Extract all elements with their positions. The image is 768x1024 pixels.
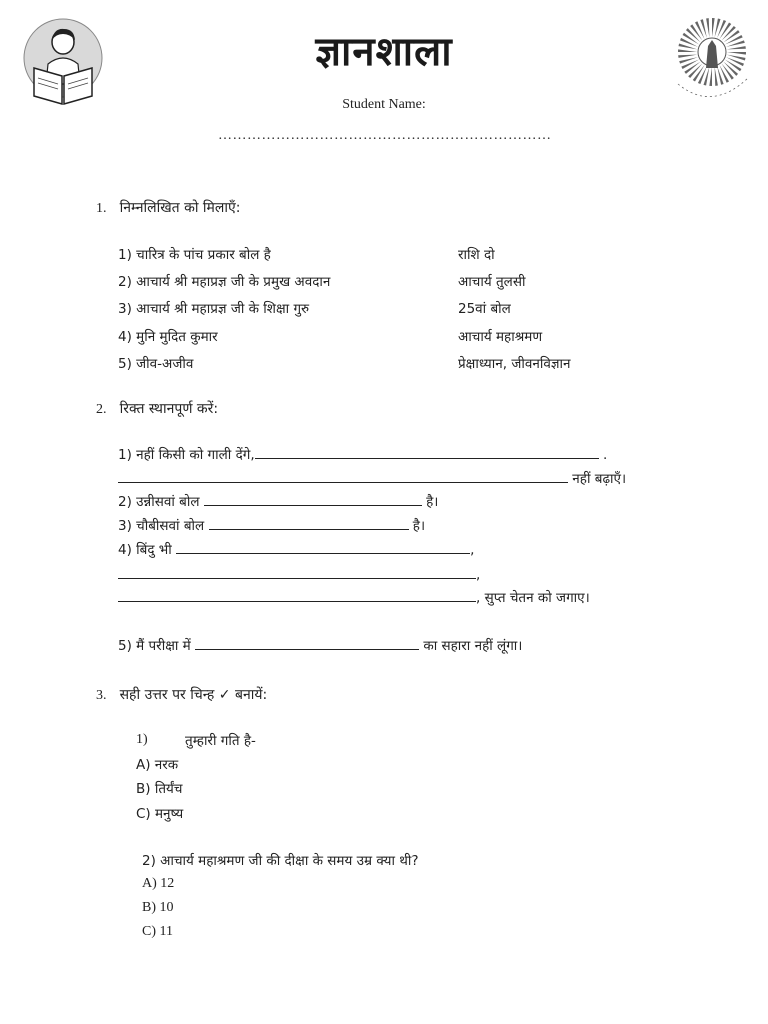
match-left-1: 1) चारित्र के पांच प्रकार बोल है	[118, 247, 271, 263]
q3-heading-text: सही उत्तर पर चिन्ह ✓ बनायें:	[119, 687, 268, 703]
fill-3-text: 2) उन्नीसवां बोल	[118, 494, 200, 510]
q2-number: 2.	[96, 402, 107, 417]
fill-5-text: 4) बिंदु भी	[118, 542, 172, 558]
match-right-5: प्रेक्षाध्यान, जीवनविज्ञान	[458, 356, 571, 372]
q2-heading-text: रिक्त स्थानपूर्ण करें:	[119, 401, 219, 417]
fill-4-end: है।	[412, 518, 426, 534]
page-title: ज्ञानशाला	[315, 29, 453, 75]
student-name-field[interactable]: ……………………………………………………………	[218, 128, 552, 143]
fill-line-7	[118, 588, 590, 606]
fill-line-8	[118, 636, 522, 654]
fill-2-end: नहीं बढ़ाएँ।	[572, 471, 627, 487]
fill-blank-2[interactable]	[118, 470, 568, 483]
mcq1-option-c[interactable]: C) मनुष्य	[136, 806, 184, 822]
fill-blank-8[interactable]	[195, 637, 419, 650]
mcq1-question: तुम्हारी गति है-	[185, 733, 256, 749]
fill-line-2	[118, 469, 626, 487]
fill-8-end: का सहारा नहीं लूंगा।	[423, 638, 523, 654]
fill-line-4	[118, 516, 425, 534]
q3-heading	[96, 684, 267, 704]
fill-blank-5[interactable]	[176, 541, 470, 554]
fill-6-end: ,	[476, 567, 481, 583]
match-right-3: 25वां बोल	[458, 301, 511, 317]
fill-line-3	[118, 492, 438, 510]
fill-1-end: .	[602, 447, 608, 463]
match-right-1: राशि दो	[458, 247, 495, 263]
fill-8-text: 5) मैं परीक्षा में	[118, 638, 191, 654]
q1-heading-text: निम्नलिखित को मिलाएँ:	[119, 200, 241, 216]
match-left-3: 3) आचार्य श्री महाप्रज्ञ जी के शिक्षा गुरु	[118, 301, 310, 317]
match-left-2: 2) आचार्य श्री महाप्रज्ञ जी के प्रमुख अवदान	[118, 274, 331, 290]
fill-3-end: है।	[426, 494, 439, 510]
mcq1-option-a[interactable]: A) नरक	[136, 757, 179, 773]
fill-line-1	[118, 445, 607, 463]
mcq2-option-a[interactable]: A) 12	[142, 876, 175, 891]
student-name-label: Student Name:	[342, 97, 426, 112]
q3-number: 3.	[96, 688, 107, 703]
mcq2-question: 2) आचार्य महाश्रमण जी की दीक्षा के समय उम्र क्या थी?	[142, 853, 419, 869]
fill-blank-4[interactable]	[209, 517, 409, 530]
mcq1-option-b[interactable]: B) तिर्यंच	[136, 781, 183, 797]
fill-blank-7[interactable]	[118, 589, 476, 602]
match-left-5: 5) जीव-अजीव	[118, 356, 194, 372]
match-right-2: आचार्य तुलसी	[458, 274, 526, 290]
fill-4-text: 3) चौबीसवां बोल	[118, 518, 205, 534]
mcq1-number: 1)	[136, 732, 148, 747]
fill-1-text: 1) नहीं किसी को गाली देंगे,	[118, 447, 255, 463]
fill-blank-3[interactable]	[204, 493, 422, 506]
fill-blank-1[interactable]	[255, 446, 599, 459]
fill-line-6	[118, 566, 480, 583]
q1-number: 1.	[96, 201, 107, 216]
fill-line-5	[118, 540, 474, 558]
fill-7-end: , सुप्त चेतन को जगाए।	[476, 590, 590, 606]
fill-blank-6[interactable]	[118, 566, 476, 579]
q2-heading	[96, 398, 218, 418]
match-right-4: आचार्य महाश्रमण	[458, 329, 543, 345]
match-left-4: 4) मुनि मुदित कुमार	[118, 329, 218, 345]
mcq2-option-c[interactable]: C) 11	[142, 924, 173, 939]
mcq2-option-b[interactable]: B) 10	[142, 900, 174, 915]
fill-5-end: ,	[470, 542, 475, 558]
q1-heading	[96, 197, 241, 217]
